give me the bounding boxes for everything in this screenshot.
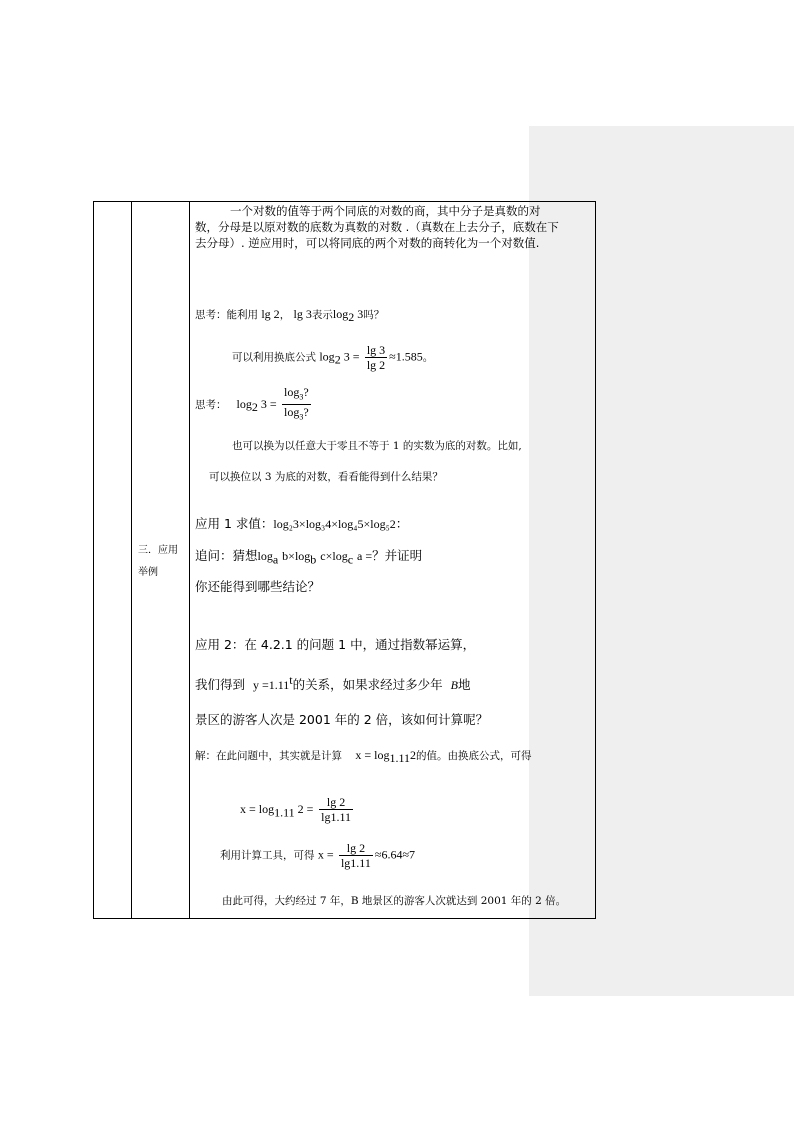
app2-line2a: 我们得到	[195, 677, 246, 693]
formula2-fraction	[319, 795, 353, 824]
solution-arg: 2	[410, 748, 417, 762]
think1-lg3: lg 3	[293, 307, 312, 321]
app1-prefix: 应用 1 求值：	[195, 516, 274, 531]
formula2-base: 1.11	[274, 805, 295, 820]
think1	[195, 307, 384, 325]
formula1-lhs-arg: 3 =	[340, 349, 360, 364]
question-expr-c: c×log	[320, 549, 348, 563]
formula2-num: lg 2	[319, 795, 353, 810]
more-conclusions: 你还能得到哪些结论？	[195, 579, 321, 594]
think2-den-log: log	[283, 405, 300, 420]
think2-den-sub: 3	[299, 412, 304, 422]
think1-suffix: 吗？	[363, 309, 385, 321]
think2-prefix: 思考：	[195, 398, 227, 411]
row-label-line1: 三．应用	[138, 545, 178, 556]
question-prefix: 追问：猜想	[195, 548, 258, 563]
formula2-arg: 2 =	[294, 802, 314, 816]
question-base-b: b	[310, 552, 317, 567]
think1-lg2: lg 2	[261, 307, 280, 321]
think1-log-base: 2	[348, 310, 355, 325]
think2-fraction	[282, 385, 311, 425]
formula3-num: lg 2	[339, 841, 373, 856]
app2-line2	[195, 673, 470, 693]
app2-line2c: 的关系，如果求经过多少年	[292, 677, 443, 693]
formula1-end: 。	[422, 351, 434, 364]
formula1-fraction	[365, 343, 387, 372]
intro-line1: 一个对数的值等于两个同底的对数的商，其中分子是真数的对	[230, 204, 541, 218]
think2-num-log: log	[283, 385, 300, 399]
think1-mid: 表示	[311, 309, 333, 321]
question-base-a: a	[272, 552, 279, 567]
intro-line2: 数，分母是以原对数的底数为真数的对数 .（真数在上去分子，底数在下	[195, 220, 559, 234]
note-line2: 可以换位以 3 为底的对数，看看能得到什么结果？	[209, 471, 443, 483]
formula1-den: lg 2	[366, 358, 386, 372]
question-base-c: c	[347, 552, 354, 567]
row-label-line2: 举例	[138, 567, 158, 578]
formula3-den: lg1.11	[340, 856, 371, 870]
column-divider	[131, 202, 132, 918]
formula2-lhs: x = log	[240, 802, 275, 816]
question-suffix: ？并证明	[372, 548, 423, 563]
app2-line1: 应用 2：在 4.2.1 的问题 1 中，通过指数幂运算，	[195, 637, 476, 652]
question-expr-b: b×log	[282, 549, 311, 563]
row-label	[133, 540, 194, 584]
formula1-lhs-base: 2	[334, 352, 341, 367]
think2-lhs-arg: 3 =	[257, 396, 277, 411]
question-expr-a: a =	[357, 549, 373, 563]
solution-expr: x = log	[355, 748, 390, 762]
think1-log-arg: 3	[354, 307, 364, 321]
think1-log: log	[332, 307, 349, 321]
formula2	[240, 795, 355, 824]
question-expr-log1: log	[257, 549, 273, 563]
think2-num-sub: 3	[299, 392, 304, 402]
formula1-lhs: log	[319, 349, 335, 364]
formula3-fraction	[339, 841, 373, 870]
formula1-prefix: 可以利用换底公式	[232, 351, 316, 364]
app2-equation: y =1.11	[252, 678, 290, 693]
conclusion: 由此可得，大约经过 7 年，B 地景区的游客人次就达到 2001 年的 2 倍。	[222, 895, 567, 907]
app2-line2e: 地	[457, 677, 471, 693]
formula3-lhs: x =	[317, 847, 334, 862]
solution	[195, 748, 532, 766]
formula2-den: lg1.11	[321, 810, 351, 824]
think2-lhs-base: 2	[251, 399, 258, 414]
formula3-prefix: 利用计算工具，可得	[220, 849, 315, 862]
think2	[195, 385, 313, 425]
app1	[195, 514, 408, 532]
think2-num	[282, 385, 311, 405]
think1-comma: ，	[279, 309, 291, 321]
solution-base: 1.11	[389, 751, 411, 766]
app1-suffix: ：	[395, 516, 409, 531]
note-line1: 也可以换为以任意大于零且不等于 1 的实数为底的对数。比如,	[232, 440, 522, 452]
app2-line3: 景区的游客人次是 2001 年的 2 倍，该如何计算呢？	[195, 712, 489, 727]
formula1-result: ≈1.585	[389, 349, 423, 364]
think2-num-arg: ?	[303, 385, 309, 399]
think2-lhs: log	[236, 396, 252, 411]
solution-suffix: 的值。由换底公式，可得	[416, 750, 532, 762]
app2-line2d: B	[450, 678, 458, 693]
formula1	[232, 343, 433, 372]
think1-prefix: 思考：能利用	[195, 309, 258, 321]
think2-den-arg: ?	[303, 405, 309, 420]
intro-line3: 去分母）. 逆应用时，可以将同底的两个对数的商转化为一个对数值.	[195, 236, 540, 250]
formula3	[220, 841, 415, 870]
app1-expr: log₂3×log₃4×log₄5×log₅2	[273, 517, 396, 531]
formula3-result: ≈6.64≈7	[374, 847, 416, 862]
solution-prefix: 解：在此问题中，其实就是计算	[195, 750, 342, 762]
formula1-num: lg 3	[366, 343, 386, 357]
question	[195, 546, 422, 568]
think2-den	[282, 405, 311, 424]
app2-equation-exp: t	[289, 673, 293, 687]
